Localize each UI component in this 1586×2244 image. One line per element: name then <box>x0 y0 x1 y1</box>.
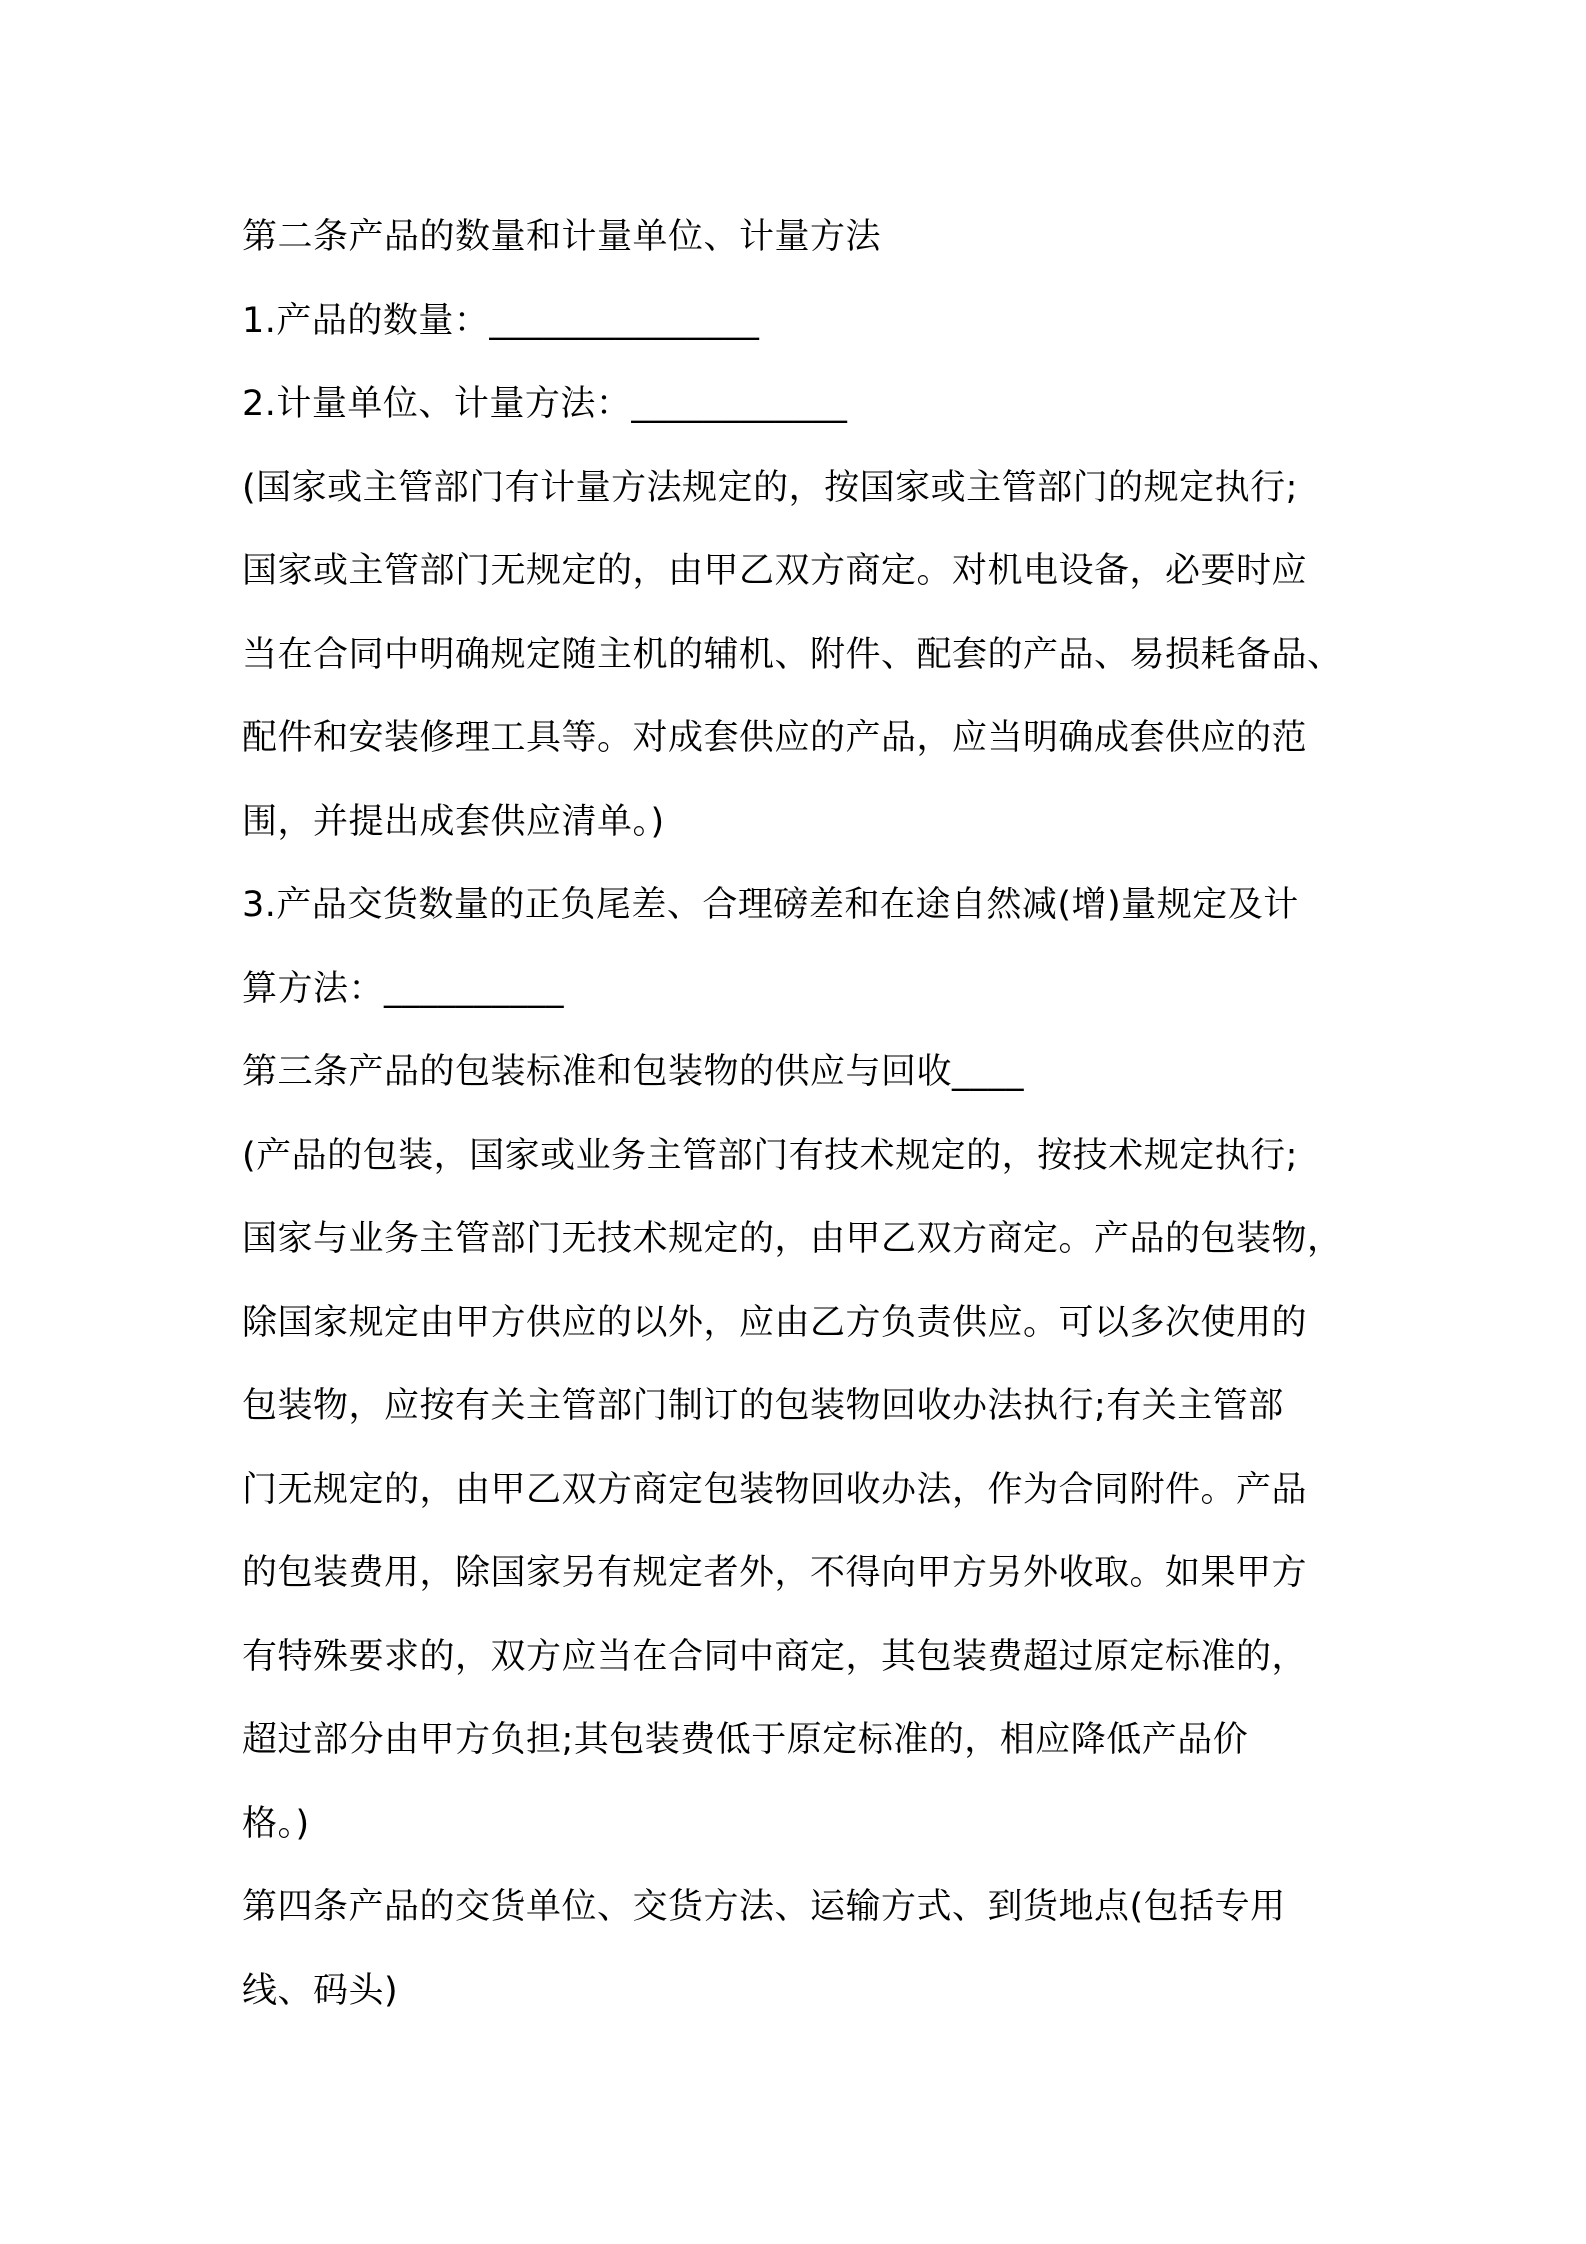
text-line: 第四条产品的交货单位、交货方法、运输方式、到货地点(包括专用 <box>242 1887 1286 1927</box>
document-body <box>242 196 1362 2033</box>
text-line: 2.计量单位、计量方法：____________ <box>242 384 848 424</box>
text-line: 的包装费用，除国家另有规定者外，不得向甲方另外收取。如果甲方 <box>242 1553 1308 1593</box>
text-line: 包装物，应按有关主管部门制订的包装物回收办法执行;有关主管部 <box>242 1386 1284 1426</box>
text-line: 国家与业务主管部门无技术规定的，由甲乙双方商定。产品的包装物， <box>242 1219 1343 1259</box>
text-line: 3.产品交货数量的正负尾差、合理磅差和在途自然减(增)量规定及计 <box>242 885 1299 925</box>
text-line: 门无规定的，由甲乙双方商定包装物回收办法，作为合同附件。产品 <box>242 1469 1308 1510</box>
text-line: (产品的包装，国家或业务主管部门有技术规定的，按技术规定执行; <box>242 1135 1298 1176</box>
text-line: 有特殊要求的，双方应当在合同中商定，其包装费超过原定标准的， <box>242 1636 1308 1677</box>
text-line: 算方法：__________ <box>242 968 565 1009</box>
text-line: 格。) <box>242 1803 310 1844</box>
text-line: 第二条产品的数量和计量单位、计量方法 <box>242 217 882 257</box>
text-line: 线、码头) <box>242 1970 399 2011</box>
text-line: 超过部分由甲方负担;其包装费低于原定标准的，相应降低产品价 <box>242 1720 1249 1760</box>
text-line: 除国家规定由甲方供应的以外，应由乙方负责供应。可以多次使用的 <box>242 1302 1308 1343</box>
text-line: 围，并提出成套供应清单。) <box>242 801 665 842</box>
text-line: 当在合同中明确规定随主机的辅机、附件、配套的产品、易损耗备品、 <box>242 634 1343 675</box>
text-line: (国家或主管部门有计量方法规定的，按国家或主管部门的规定执行; <box>242 467 1298 508</box>
text-line: 配件和安装修理工具等。对成套供应的产品，应当明确成套供应的范 <box>242 718 1308 758</box>
text-line: 第三条产品的包装标准和包装物的供应与回收____ <box>242 1052 1025 1092</box>
text-line: 1.产品的数量：_______________ <box>242 300 760 341</box>
text-line: 国家或主管部门无规定的，由甲乙双方商定。对机电设备，必要时应 <box>242 551 1308 591</box>
